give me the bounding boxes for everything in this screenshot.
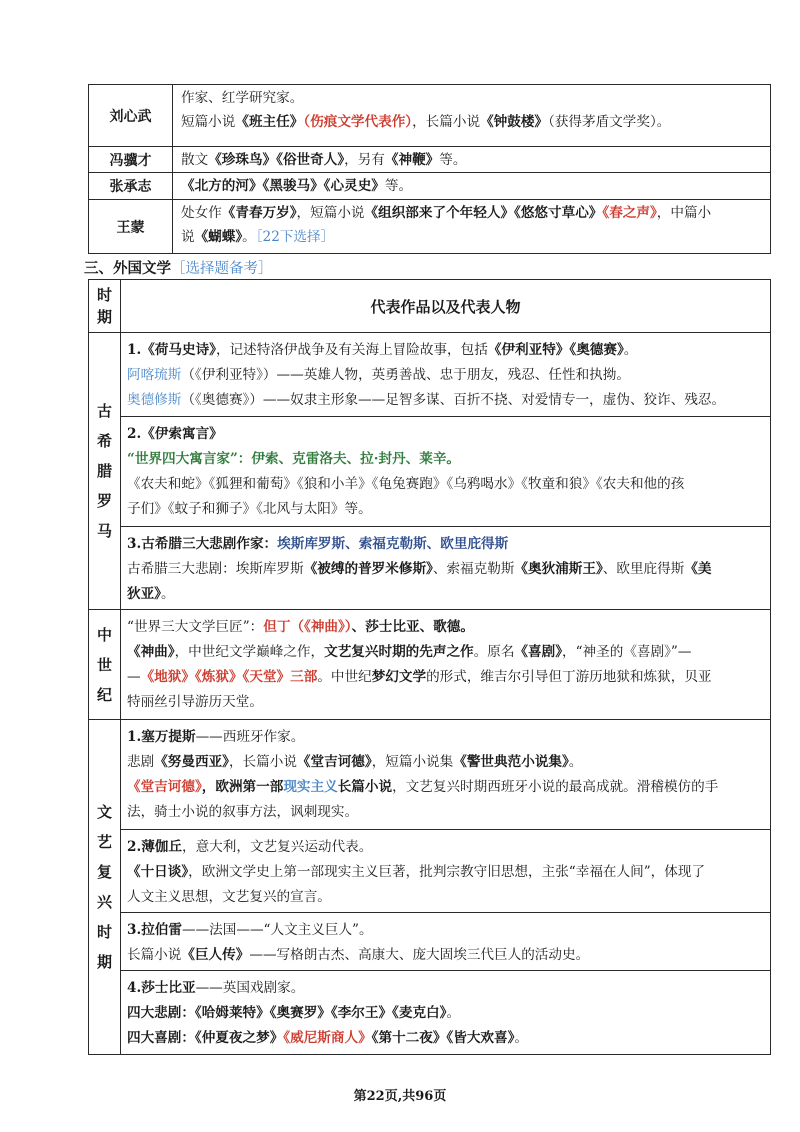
table-row xyxy=(89,333,771,417)
table-row xyxy=(89,527,771,610)
authors-table xyxy=(88,84,771,254)
author-works xyxy=(173,85,771,147)
author-works xyxy=(173,147,771,173)
text-line: 作家、红学研究家。 xyxy=(181,90,304,106)
text-line: 四大喜剧：《仲夏夜之梦》《威尼斯商人》《第十二夜》《皆大欢喜》。 xyxy=(127,1030,529,1046)
period-ancient: 古希腊罗马 xyxy=(89,333,121,610)
text-line: 1.塞万提斯——西班牙作家。 xyxy=(127,729,305,745)
homer-cell xyxy=(121,333,771,417)
shakespeare-cell xyxy=(121,971,771,1055)
table-row xyxy=(89,913,771,971)
text-line: 《十日谈》，欧洲文学史上第一部现实主义巨著，批判宗教守旧思想，主张“幸福在人间”，体现了 xyxy=(127,864,706,880)
text-line: 处女作《青春万岁》，短篇小说《组织部来了个年轻人》《悠悠寸草心》《春之声》，中篇小 xyxy=(181,205,712,221)
text-line: 1.《荷马史诗》，记述特洛伊战争及有关海上冒险故事，包括《伊利亚特》《奥德赛》。 xyxy=(127,342,638,358)
period-medieval: 中世纪 xyxy=(89,610,121,720)
author-works xyxy=(173,173,771,200)
text-line: 四大悲剧：《哈姆莱特》《奥赛罗》《李尔王》《麦克白》。 xyxy=(127,1005,461,1021)
text-line: 奥德修斯（《奥德赛》）——奴隶主形象——足智多谋、百折不挠、对爱情专一，虚伪、狡诈、残忍。 xyxy=(127,392,726,408)
author-works xyxy=(173,200,771,254)
text-line: 子们》《蚊子和狮子》《北风与太阳》等。 xyxy=(127,501,372,517)
text-line: 3.古希腊三大悲剧作家：埃斯库罗斯、索福克勒斯、欧里庇得斯 xyxy=(127,536,509,552)
author-name: 冯骥才 xyxy=(89,147,173,173)
table-row xyxy=(89,173,771,200)
text-line: 2.《伊索寓言》 xyxy=(127,426,223,442)
text-line: 狄亚》。 xyxy=(127,586,175,602)
works-header: 代表作品以及代表人物 xyxy=(121,280,771,333)
text-line: —《地狱》《炼狱》《天堂》三部。中世纪梦幻文学的形式，维吉尔引导但丁游历地狱和炼狱，贝亚 xyxy=(127,669,712,685)
text-line: “世界三大文学巨匠”：但丁（《神曲》）、莎士比亚、歌德。 xyxy=(127,619,474,635)
text-line: 说《蝴蝶》。［22下选择］ xyxy=(181,229,335,245)
table-header xyxy=(89,280,771,333)
dante-cell xyxy=(121,610,771,720)
text-line: 2.薄伽丘，意大利，文艺复兴运动代表。 xyxy=(127,839,373,855)
table-row xyxy=(89,720,771,830)
text-line: 法，骑士小说的叙事方法，讽刺现实。 xyxy=(127,804,359,820)
text-line: 长篇小说《巨人传》——写格朗古杰、高康大、庞大固埃三代巨人的活动史。 xyxy=(127,947,590,963)
text-line: 短篇小说《班主任》（伤痕文学代表作），长篇小说《钟鼓楼》（获得茅盾文学奖）。 xyxy=(181,114,671,130)
author-name: 王蒙 xyxy=(89,200,173,254)
author-name: 张承志 xyxy=(89,173,173,200)
text-line: 4.莎士比亚——英国戏剧家。 xyxy=(127,980,305,996)
period-renaissance: 文艺复兴时期 xyxy=(89,720,121,1055)
text-line: 《神曲》，中世纪文学巅峰之作，文艺复兴时期的先声之作。原名《喜剧》，“神圣的《喜剧》”— xyxy=(127,644,692,660)
table-row xyxy=(89,85,771,147)
text-line: 人文主义思想，文艺复兴的宣言。 xyxy=(127,889,331,905)
text-line: 悲剧《努曼西亚》，长篇小说《堂吉诃德》，短篇小说集《警世典范小说集》。 xyxy=(127,754,583,770)
page-number: 第22页,共96页 xyxy=(353,1089,447,1104)
cervantes-cell xyxy=(121,720,771,830)
author-name: 刘心武 xyxy=(89,85,173,147)
section-title: 三、外国文学［选择题备考］ xyxy=(84,260,273,277)
exam-tag: ［选择题备考］ xyxy=(171,261,273,277)
text-line: 《北方的河》《黑骏马》《心灵史》等。 xyxy=(181,178,413,194)
text-line: “世界四大寓言家”：伊索、克雷洛夫、拉·封丹、莱辛。 xyxy=(127,451,461,467)
rabelais-cell xyxy=(121,913,771,971)
text-line: 《农夫和蛇》《狐狸和葡萄》《狼和小羊》《龟兔赛跑》《乌鸦喝水》《牧童和狼》《农夫和他的孩 xyxy=(127,476,685,492)
tragedy-cell xyxy=(121,527,771,610)
period-header: 时期 xyxy=(89,280,121,333)
table-row xyxy=(89,830,771,913)
text-line: 散文《珍珠鸟》《俗世奇人》，另有《神鞭》等。 xyxy=(181,152,467,168)
table-row xyxy=(89,610,771,720)
table-row xyxy=(89,971,771,1055)
table-row xyxy=(89,200,771,254)
foreign-literature-table xyxy=(88,279,771,1055)
boccaccio-cell xyxy=(121,830,771,913)
aesop-cell xyxy=(121,417,771,527)
text-line: 《堂吉诃德》，欧洲第一部现实主义长篇小说，文艺复兴时期西班牙小说的最高成就。滑稽模仿的手 xyxy=(127,779,719,795)
table-row xyxy=(89,147,771,173)
text-line: 阿喀琉斯（《伊利亚特》）——英雄人物，英勇善战、忠于朋友，残忍、任性和执拗。 xyxy=(127,367,630,383)
text-line: 3.拉伯雷——法国——“人文主义巨人”。 xyxy=(127,922,373,938)
table-row xyxy=(89,417,771,527)
text-line: 古希腊三大悲剧：埃斯库罗斯《被缚的普罗米修斯》、索福克勒斯《奥狄浦斯王》、欧里庇得斯《美 xyxy=(127,561,712,577)
text-line: 特丽丝引导游历天堂。 xyxy=(127,694,263,710)
